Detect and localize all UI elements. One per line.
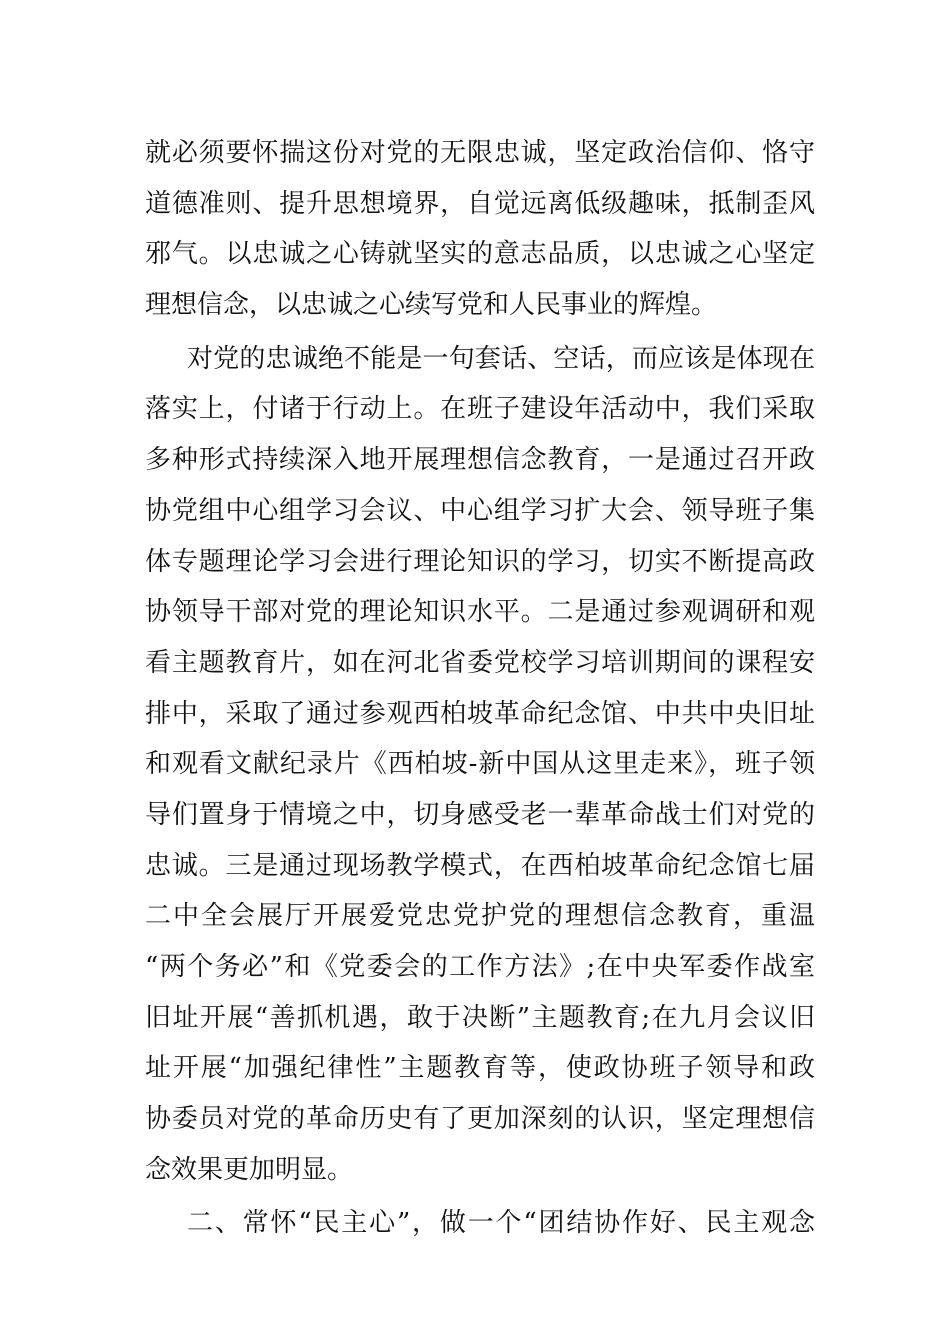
paragraph-1-line-4: 理想信念，以忠诚之心续写党和人民事业的辉煌。 — [145, 290, 718, 321]
paragraph-2-line-5: 体专题理论学习会进行理论知识的学习，切实不断提高政 — [145, 546, 815, 577]
paragraph-1-line-3: 邪气。以忠诚之心铸就坚实的意志品质，以忠诚之心坚定 — [145, 239, 815, 270]
paragraph-2-line-2: 落实上，付诸于行动上。在班子建设年活动中，我们采取 — [145, 394, 815, 425]
paragraph-2-line-7: 看主题教育片，如在河北省委党校学习培训期间的课程安 — [145, 647, 815, 678]
body-text — [145, 128, 815, 1249]
paragraph-2-line-17: 念效果更加明显。 — [145, 1154, 354, 1185]
paragraph-2-line-16: 协委员对党的革命历史有了更加深刻的认识，坚定理想信 — [145, 1104, 815, 1135]
paragraph-2-line-11: 忠诚。三是通过现场教学模式，在西柏坡革命纪念馆七届 — [145, 850, 815, 881]
paragraph-2-line-12: 二中全会展厅开展爱党忠党护党的理想信念教育，重温 — [145, 901, 815, 932]
paragraph-2-line-10: 导们置身于情境之中，切身感受老一辈革命战士们对党的 — [145, 799, 815, 830]
paragraph-2-line-1: 对党的忠诚绝不能是一句套话、空话，而应该是体现在 — [187, 343, 815, 374]
paragraph-2-line-8: 排中，采取了通过参观西柏坡革命纪念馆、中共中央旧址 — [145, 698, 815, 729]
paragraph-2-line-9: 和观看文献纪录片《西柏坡-新中国从这里走来》，班子领 — [145, 749, 815, 780]
paragraph-2-line-3: 多种形式持续深入地开展理想信念教育，一是通过召开政 — [145, 445, 815, 476]
paragraph-2-line-6: 协领导干部对党的理论知识水平。二是通过参观调研和观 — [145, 597, 815, 628]
paragraph-2-line-15: 址开展“加强纪律性”主题教育等，使政协班子领导和政 — [145, 1053, 815, 1084]
paragraph-1-line-1: 就必须要怀揣这份对党的无限忠诚，坚定政治信仰、恪守 — [145, 138, 815, 168]
section-heading-line: 二、常怀“民主心”，做一个“团结协作好、民主观念 — [187, 1208, 815, 1239]
paragraph-2-line-14: 旧址开展“善抓机遇，敢于决断”主题教育;在九月会议旧 — [145, 1002, 815, 1033]
paragraph-1-line-2: 道德准则、提升思想境界，自觉远离低级趣味，抵制歪风 — [145, 188, 815, 219]
paragraph-2-line-13: “两个务必”和《党委会的工作方法》;在中央军委作战室 — [145, 952, 815, 982]
paragraph-2-line-4: 协党组中心组学习会议、中心组学习扩大会、领导班子集 — [145, 495, 815, 526]
